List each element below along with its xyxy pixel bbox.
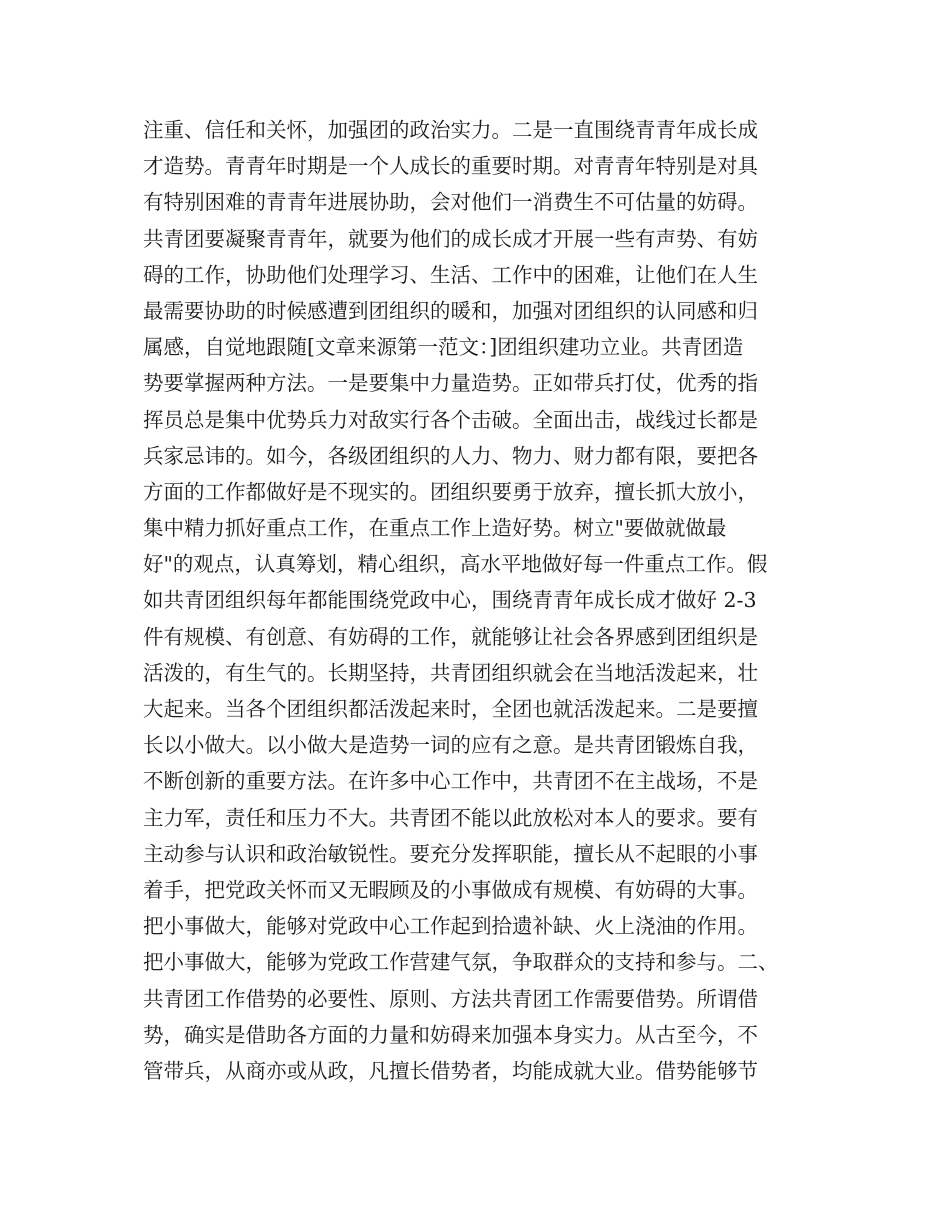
text-line: 长以小做大。以小做大是造势一词的应有之意。是共青团锻炼自我， [143,733,758,758]
text-line: 好"的观点，认真筹划，精心组织，高水平地做好每一件重点工作。假 [143,552,768,577]
text-line: 挥员总是集中优势兵力对敌实行各个击破。全面出击，战线过长都是 [143,407,758,432]
text-line: 碍的工作，协助他们处理学习、生活、工作中的困难，让他们在人生 [143,262,758,287]
text-line: 势要掌握两种方法。一是要集中力量造势。正如带兵打仗，优秀的指 [143,371,758,396]
text-line: 注重、信任和关怀，加强团的政治实力。二是一直围绕青青年成长成 [143,118,758,142]
text-line: 势，确实是借助各方面的力量和妨碍来加强本身实力。从古至今，不 [143,1022,758,1047]
text-line: 大起来。当各个团组织都活泼起来时，全团也就活泼起来。二是要擅 [143,697,758,721]
text-line: 如共青团组织每年都能围绕党政中心，围绕青青年成长成才做好 2-3 [143,588,757,613]
body-text [143,112,843,1089]
text-line: 属感，自觉地跟随[文章来源第一范文：]团组织建功立业。共青团造 [143,335,744,360]
text-line: 主动参与认识和政治敏锐性。要充分发挥职能，擅长从不起眼的小事 [143,841,758,866]
text-line: 共青团工作借势的必要性、原则、方法共青团工作需要借势。所谓借 [143,986,758,1011]
text-line: 件有规模、有创意、有妨碍的工作，就能够让社会各界感到团组织是 [143,624,758,649]
text-line: 共青团要凝聚青青年，就要为他们的成长成才开展一些有声势、有妨 [143,226,758,251]
text-line: 最需要协助的时候感遭到团组织的暖和，加强对团组织的认同感和归 [143,298,758,323]
text-line: 方面的工作都做好是不现实的。团组织要勇于放弃，擅长抓大放小， [143,479,758,504]
text-line: 主力军，责任和压力不大。共青团不能以此放松对本人的要求。要有 [143,805,758,830]
text-line: 管带兵，从商亦或从政，凡擅长借势者，均能成就大业。借势能够节 [143,1058,758,1083]
text-line: 才造势。青青年时期是一个人成长的重要时期。对青青年特别是对具 [143,154,758,179]
text-line: 集中精力抓好重点工作，在重点工作上造好势。树立"要做就做最 [143,516,727,541]
text-line: 着手，把党政关怀而又无暇顾及的小事做成有规模、有妨碍的大事。 [143,877,758,902]
text-line: 有特别困难的青青年进展协助，会对他们一消费生不可估量的妨碍。 [143,190,758,215]
text-line: 活泼的，有生气的。长期坚持，共青团组织就会在当地活泼起来，壮 [143,660,758,685]
text-line: 不断创新的重要方法。在许多中心工作中，共青团不在主战场，不是 [143,769,758,794]
text-line: 兵家忌讳的。如今，各级团组织的人力、物力、财力都有限，要把各 [143,443,758,468]
text-line: 把小事做大，能够对党政中心工作起到拾遗补缺、火上浇油的作用。 [143,914,758,939]
text-line: 把小事做大，能够为党政工作营建气氛，争取群众的支持和参与。二、 [143,950,779,975]
